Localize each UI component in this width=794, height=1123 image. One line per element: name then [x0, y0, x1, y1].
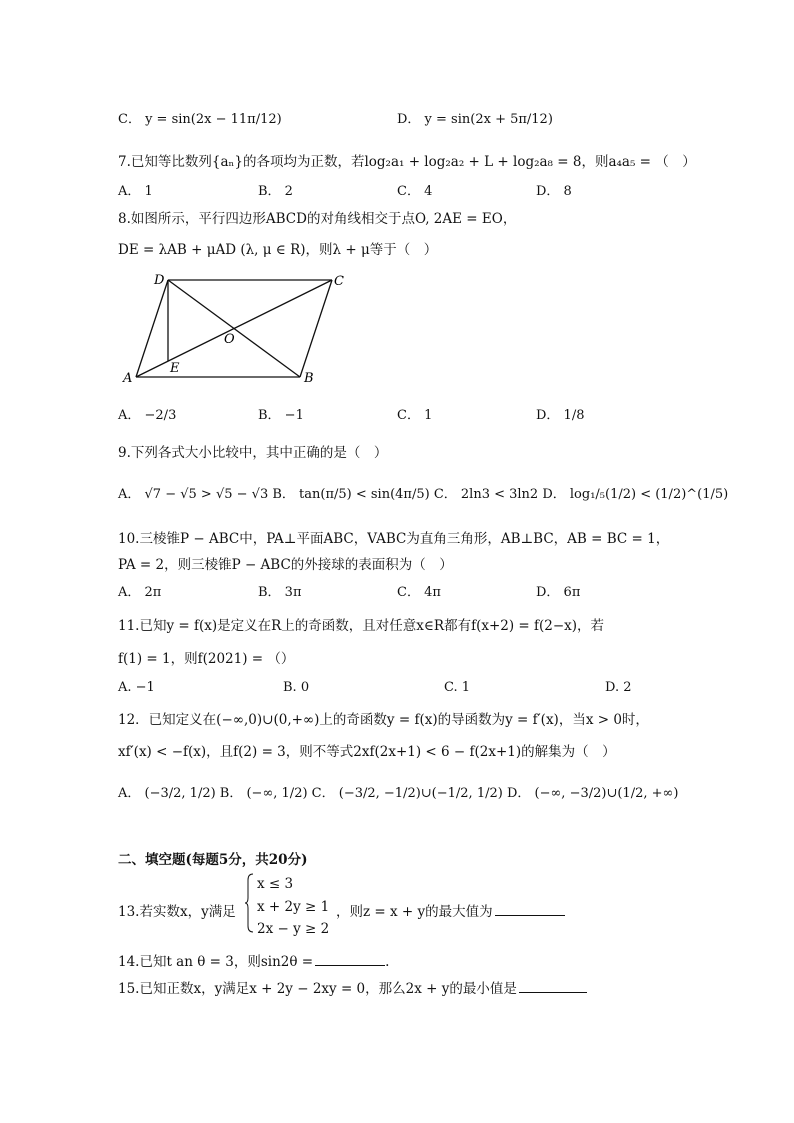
q7-option-b: B． 2	[258, 184, 293, 199]
q8-option-c: C． 1	[397, 408, 433, 423]
edge-da	[136, 280, 168, 377]
question-12-line2: xf′(x) < −f(x)，且f(2) = 3，则不等式2xf(2x+1) < 6 − f(2x+1)的解集为（ ）	[118, 744, 616, 760]
label-c: C	[334, 274, 344, 289]
q8-option-b: B． −1	[258, 408, 304, 423]
label-a: A	[123, 371, 133, 386]
question-9: 9.下列各式大小比较中，其中正确的是（ ）	[118, 445, 388, 461]
q14-text: 14.已知t an θ = 3，则sin2θ =	[118, 954, 314, 970]
q12-options: A． (−3/2, 1/2) B． (−∞, 1/2) C． (−3/2, −1/2)∪(−1/2, 1/2) D． (−∞, −3/2)∪(1/2, +∞)	[118, 786, 679, 801]
q13-suffix	[336, 900, 565, 920]
q10-option-d: D． 6π	[536, 585, 581, 600]
question-7: 7.已知等比数列{aₙ}的各项均为正数，若log₂a₁ + log₂a₂ + L + log₂a₈ = 8，则a₄a₅ = （ ）	[118, 154, 696, 170]
question-12-line1: 12．已知定义在(−∞,0)∪(0,+∞)上的奇函数y = f(x)的导函数为y = f′(x)，当x > 0时，	[118, 712, 649, 728]
q14-period: .	[385, 954, 390, 970]
q10-option-a: A． 2π	[118, 585, 162, 600]
q7-option-d: D． 8	[536, 184, 572, 199]
q7-option-c: C． 4	[397, 184, 433, 199]
q11-option-c: C. 1	[444, 680, 471, 695]
q10-option-b: B． 3π	[258, 585, 302, 600]
q13-constraint-1: x ≤ 3	[257, 876, 294, 892]
q11-option-b: B. 0	[283, 680, 310, 695]
q8-option-a: A． −2/3	[118, 408, 177, 423]
q15-answer-blank	[519, 980, 587, 993]
label-b: B	[304, 371, 314, 386]
label-d: D	[154, 273, 165, 288]
option-c-prev: C． y = sin(2x − 11π/12)	[118, 112, 282, 127]
parallelogram-figure	[118, 266, 358, 391]
q9-options: A． √7 − √5 > √5 − √3 B． tan(π/5) < sin(4π/5) C． 2ln3 < 3ln2 D． log₁/₅(1/2) < (1/2)^(1/5)	[118, 487, 729, 502]
q7-option-a: A． 1	[118, 184, 153, 199]
question-10-line2: PA = 2，则三棱锥P − ABC的外接球的表面积为（ ）	[118, 557, 453, 573]
q13-prefix: 13.若实数x，y满足	[118, 904, 236, 920]
edge-bc	[300, 280, 332, 377]
diagonal-bd	[168, 280, 300, 377]
brace-icon	[245, 872, 255, 934]
label-o: O	[224, 332, 235, 347]
q8-option-d: D． 1/8	[536, 408, 585, 423]
question-14	[118, 950, 389, 970]
q11-option-d: D. 2	[605, 680, 632, 695]
q10-option-c: C． 4π	[397, 585, 441, 600]
label-e: E	[170, 361, 180, 376]
q13-suffix-text: ，则z = x + y的最大值为	[336, 904, 493, 920]
question-10-line1: 10.三棱锥P − ABC中，PA⊥平面ABC，VABC为直角三角形，AB⊥BC，AB = BC = 1，	[118, 531, 670, 547]
question-11-line1: 11.已知y = f(x)是定义在R上的奇函数，且对任意x∈R都有f(x+2) = f(2−x)，若	[118, 618, 605, 634]
question-11-line2: f(1) = 1，则f(2021) = （）	[118, 651, 295, 667]
option-d-prev: D． y = sin(2x + 5π/12)	[397, 112, 553, 127]
q15-text: 15.已知正数x，y满足x + 2y − 2xy = 0，那么2x + y的最小值是	[118, 981, 517, 997]
q13-constraint-2: x + 2y ≥ 1	[257, 899, 330, 915]
q13-constraint-3: 2x − y ≥ 2	[257, 921, 330, 937]
q11-option-a: A. −1	[118, 680, 155, 695]
question-15	[118, 977, 587, 997]
question-8-line2: DE = λAB + μAD (λ, μ ∈ R)，则λ + μ等于（ ）	[118, 242, 438, 258]
q13-answer-blank	[495, 903, 565, 916]
question-8-line1: 8.如图所示，平行四边形ABCD的对角线相交于点O, 2AE = EO，	[118, 211, 517, 227]
q14-answer-blank	[315, 953, 385, 966]
section-2-heading: 二、填空题(每题5分，共20分)	[118, 852, 308, 868]
